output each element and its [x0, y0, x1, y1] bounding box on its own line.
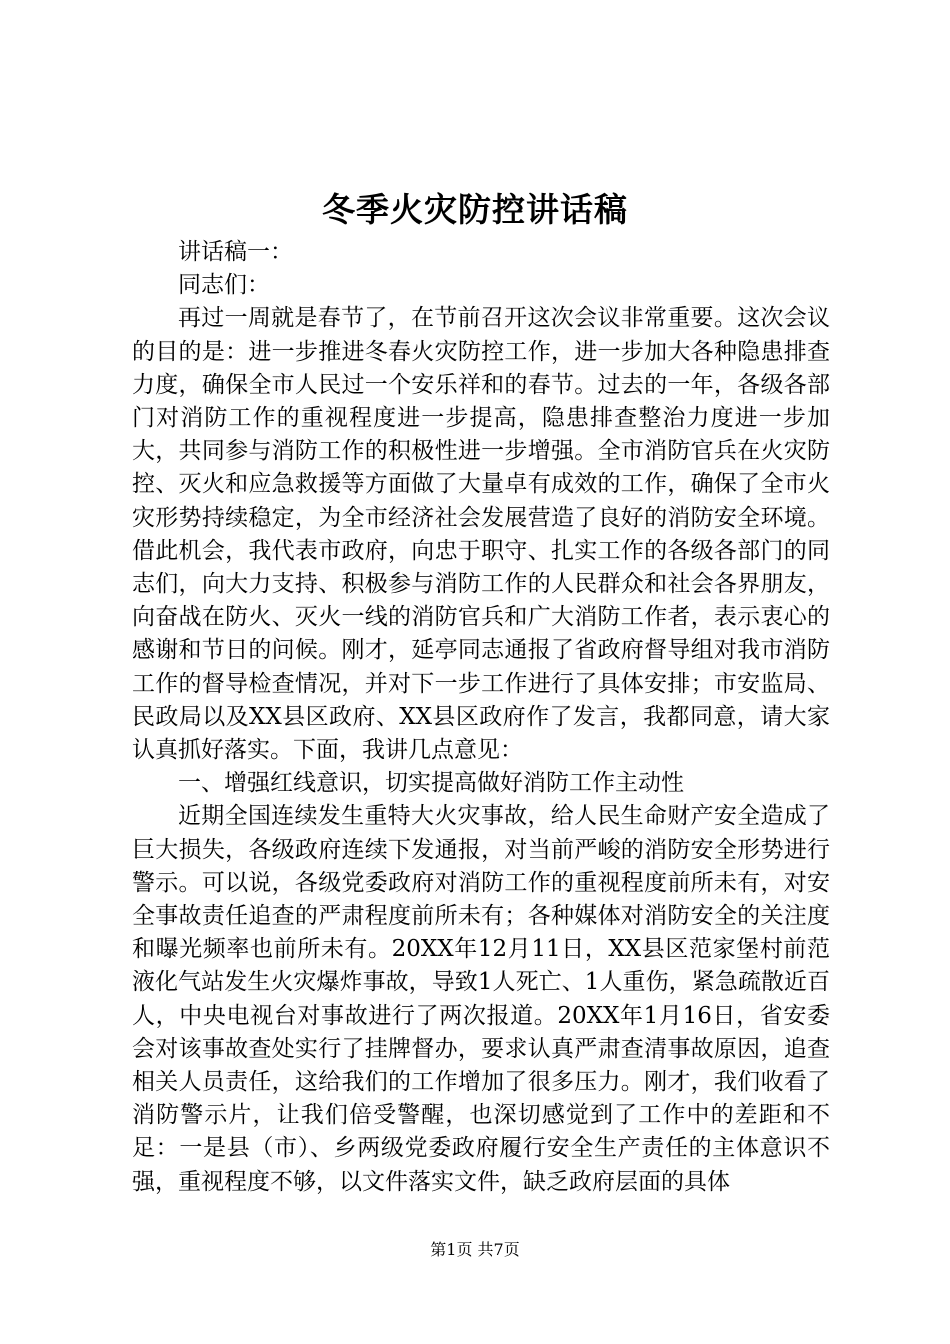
- paragraph-speech-label: 讲话稿一：: [178, 239, 293, 265]
- document-title: 冬季火灾防控讲话稿: [322, 190, 628, 229]
- document-body: [132, 236, 830, 1199]
- paragraph-salutation: 同志们：: [178, 272, 270, 299]
- paragraph-section-1: 近期全国连续发生重特大火灾事故，给人民生命财产安全造成了巨大损失，各级政府连续下发通报，对当前严峻的消防安全形势进行警示。可以说，各级党委政府对消防工作的重视程度前所未有，对安全事故责任追查的严肃程度前所未有；各种媒体对消防安全的关注度和曝光频率也前所未有。20XX年12月11日，XX县区范家堡村前范液化气站发生火灾爆炸事故，导致1人死亡、1人重伤，紧急疏散近百人，中央电视台对事故进行了两次报道。20XX年1月16日，省安委会对该事故查处实行了挂牌督办，要求认真严肃查清事故原因，追查相关人员责任，这给我们的工作增加了很多压力。刚才，我们收看了消防警示片，让我们倍受警醒，也深切感觉到了工作中的差距和不足：一是县（市）、乡两级党委政府履行安全生产责任的主体意识不强，重视程度不够，以文件落实文件，缺乏政府层面的具体: [132, 803, 830, 1195]
- paragraph-opening: 再过一周就是春节了，在节前召开这次会议非常重要。这次会议的目的是：进一步推进冬春火灾防控工作，进一步加大各种隐患排查力度，确保全市人民过一个安乐祥和的春节。过去的一年，各级各部门对消防工作的重视程度进一步提高，隐患排查整治力度进一步加大，共同参与消防工作的积极性进一步增强。全市消防官兵在火灾防控、灭火和应急救援等方面做了大量卓有成效的工作，确保了全市火灾形势持续稳定，为全市经济社会发展营造了良好的消防安全环境。借此机会，我代表市政府，向忠于职守、扎实工作的各级各部门的同志们，向大力支持、积极参与消防工作的人民群众和社会各界朋友，向奋战在防火、灭火一线的消防官兵和广大消防工作者，表示衷心的感谢和节日的问候。刚才，延亭同志通报了省政府督导组对我市消防工作的督导检查情况，并对下一步工作进行了具体安排；市安监局、民政局以及XX县区政府、XX县区政府作了发言，我都同意，请大家认真抓好落实。下面，我讲几点意见：: [132, 305, 830, 764]
- page-number-footer: 第1页 共7页: [430, 1240, 520, 1259]
- section-heading-1: 一、增强红线意识，切实提高做好消防工作主动性: [178, 770, 684, 797]
